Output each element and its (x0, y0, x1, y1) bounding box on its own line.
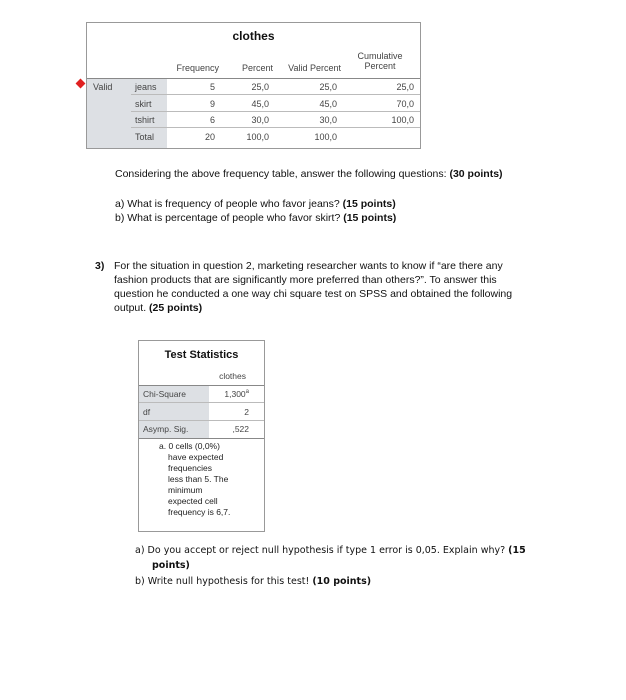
row-label: Chi-Square (143, 389, 186, 399)
table-cell: 5 (209, 82, 215, 92)
q3-line: question he conducted a one way chi square test on SPSS and obtained the following (114, 288, 513, 300)
column-header: clothes (219, 371, 246, 381)
question-3a-cont: points) (152, 560, 190, 571)
row-label: jeans (135, 82, 157, 92)
row-value: 2 (244, 407, 249, 417)
table-cell: 20 (204, 131, 215, 142)
table-cell: 45,0 (319, 98, 337, 109)
header-cumulative-percent: Cumulative Percent (357, 51, 403, 71)
q3-line: For the situation in question 2, marketing researcher wants to know if “are there any (114, 260, 503, 272)
table-cell: 45,0 (251, 98, 269, 109)
frequency-table (86, 22, 421, 149)
table-cell: 100,0 (246, 131, 269, 142)
table-title: clothes (232, 29, 275, 43)
test-statistics-table (138, 340, 265, 532)
red-marker-icon (76, 79, 86, 89)
header-valid-percent: Valid Percent (288, 63, 341, 73)
group-label: Valid (93, 82, 113, 92)
row-label: tshirt (135, 115, 155, 125)
row-value: ,522 (232, 424, 249, 434)
footnote: a. 0 cells (0,0%) have expected frequencies less than 5. The minimum expected cell frequency is 6,7. (159, 441, 231, 517)
table-cell: 9 (209, 98, 215, 109)
question-3a: a) Do you accept or reject null hypothesis if type 1 error is 0,05. Explain why? (15 (135, 545, 526, 556)
table-cell: 6 (209, 115, 215, 125)
header-percent: Percent (241, 63, 273, 73)
table-cell: 25,0 (396, 82, 414, 92)
row-value: 1,300$^a$ (224, 389, 249, 399)
table-cell: 30,0 (251, 115, 269, 125)
q3-line: output. (25 points) (114, 302, 203, 314)
table-cell: 100,0 (314, 131, 337, 142)
table-title: Test Statistics (164, 349, 239, 361)
table-cell: 100,0 (391, 115, 414, 125)
question-3-number: 3) (95, 260, 105, 272)
question-2-intro: Considering the above frequency table, answer the following questions: (30 points) (115, 168, 503, 180)
header-frequency: Frequency (176, 63, 219, 73)
row-label: Total (135, 131, 155, 142)
row-label: df (143, 407, 151, 417)
question-2a: a) What is frequency of people who favor jeans? (15 points) (115, 198, 396, 210)
question-2b: b) What is percentage of people who favor skirt? (15 points) (115, 212, 397, 224)
table-cell: 30,0 (319, 115, 337, 125)
question-3b: b) Write null hypothesis for this test! (10 points) (135, 576, 372, 587)
row-label: skirt (135, 98, 152, 109)
table-cell: 25,0 (319, 82, 337, 92)
row-label: Asymp. Sig. (143, 424, 189, 434)
table-cell: 70,0 (396, 98, 414, 109)
question-3-text (114, 259, 512, 315)
table-cell: 25,0 (251, 82, 269, 92)
q3-line: fashion products that are significantly more preferred than others?”. To answer this (114, 274, 497, 286)
